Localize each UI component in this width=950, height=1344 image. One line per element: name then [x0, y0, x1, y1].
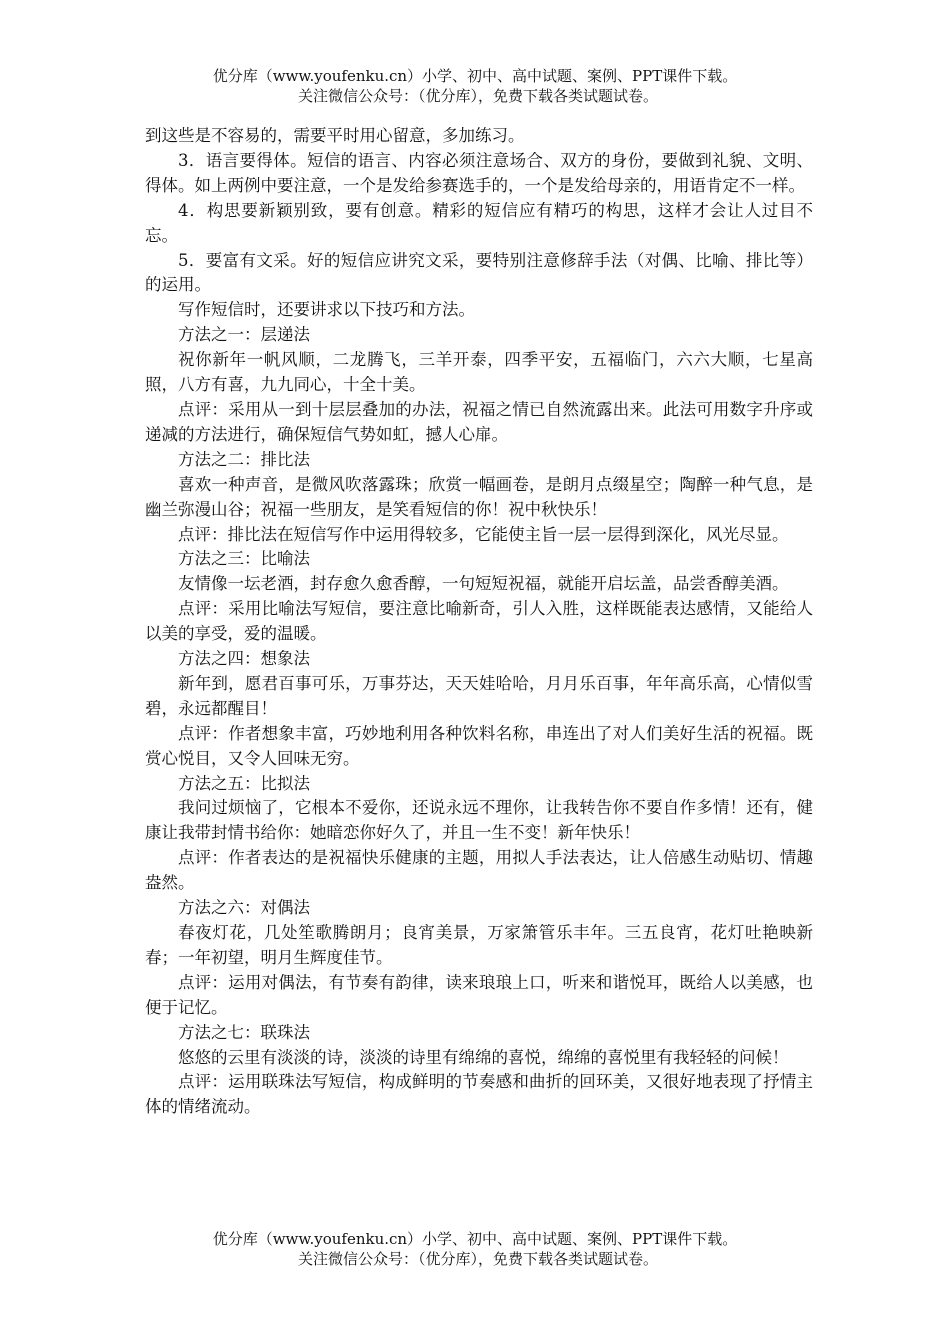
paragraph-point-4: 4．构思要新颖别致，要有创意。精彩的短信应有精巧的构思，这样才会让人过目不忘。 — [145, 200, 813, 245]
method-1-comment: 点评：采用从一到十层层叠加的办法，祝福之情已自然流露出来。此法可用数字升序或递减的方法进行，确保短信气势如虹，撼人心扉。 — [145, 399, 813, 444]
paragraph-continuation: 到这些是不容易的，需要平时用心留意，多加练习。 — [145, 126, 525, 145]
paragraph-intro-methods: 写作短信时，还要讲求以下技巧和方法。 — [178, 300, 475, 320]
method-2-comment: 点评：排比法在短信写作中运用得较多，它能使主旨一层一层得到深化，风光尽显。 — [178, 524, 789, 544]
method-6-example: 春夜灯花，几处笙歌腾朗月；良宵美景，万家箫管乐丰年。三五良宵，花灯吐艳映新春；一年初望，明月生辉度佳节。 — [145, 923, 813, 967]
method-7-heading: 方法之七：联珠法 — [178, 1022, 310, 1042]
method-2-example: 喜欢一种声音，是微风吹落露珠；欣赏一幅画卷，是朗月点缀星空；陶醉一种气息，是幽兰弥漫山谷；祝福一些朋友，是笑看短信的你！祝中秋快乐！ — [145, 474, 813, 519]
header-line-1: 优分库（www.youfenku.cn）小学、初中、高中试题、案例、PPT课件下载。 — [212, 67, 738, 85]
method-1-heading: 方法之一：层递法 — [178, 325, 310, 345]
method-6-heading: 方法之六：对偶法 — [178, 898, 310, 918]
method-3-heading: 方法之三：比喻法 — [178, 549, 310, 569]
header-line-2: 关注微信公众号：（优分库），免费下载各类试题试卷。 — [297, 87, 658, 105]
method-2-heading: 方法之二：排比法 — [178, 449, 310, 469]
method-4-example: 新年到，愿君百事可乐，万事芬达，天天娃哈哈，月月乐百事，年年高乐高，心情似雪碧，永远都醒目！ — [145, 673, 813, 718]
method-5-heading: 方法之五：比拟法 — [178, 773, 310, 793]
method-4-heading: 方法之四：想象法 — [178, 649, 310, 669]
page-header — [0, 66, 950, 106]
method-1-example: 祝你新年一帆风顺，二龙腾飞，三羊开泰，四季平安，五福临门，六六大顺，七星高照，八方有喜，九九同心，十全十美。 — [145, 350, 813, 395]
page-footer — [0, 1229, 950, 1269]
method-3-comment: 点评：采用比喻法写短信，要注意比喻新奇，引人入胜，这样既能表达感情，又能给人以美的享受，爱的温暖。 — [145, 599, 813, 644]
method-7-comment: 点评：运用联珠法写短信，构成鲜明的节奏感和曲折的回环美，又很好地表现了抒情主体的情绪流动。 — [145, 1072, 813, 1117]
method-3-example: 友情像一坛老酒，封存愈久愈香醇，一句短短祝福，就能开启坛盖，品尝香醇美酒。 — [178, 574, 789, 594]
footer-line-2: 关注微信公众号：（优分库），免费下载各类试题试卷。 — [297, 1250, 658, 1268]
document-body — [145, 124, 813, 1120]
paragraph-point-3: 3．语言要得体。短信的语言、内容必须注意场合、双方的身份，要做到礼貌、文明、得体。如上两例中要注意，一个是发给参赛选手的，一个是发给母亲的，用语肯定不一样。 — [145, 150, 813, 195]
paragraph-point-5: 5．要富有文采。好的短信应讲究文采，要特别注意修辞手法（对偶、比喻、排比等）的运用。 — [145, 250, 813, 295]
method-7-example: 悠悠的云里有淡淡的诗，淡淡的诗里有绵绵的喜悦，绵绵的喜悦里有我轻轻的问候！ — [178, 1047, 789, 1067]
footer-line-1: 优分库（www.youfenku.cn）小学、初中、高中试题、案例、PPT课件下载。 — [212, 1230, 738, 1248]
method-5-example: 我问过烦恼了，它根本不爱你，还说永远不理你，让我转告你不要自作多情！还有，健康让我带封情书给你：她暗恋你好久了，并且一生不变！新年快乐！ — [145, 798, 813, 843]
method-4-comment: 点评：作者想象丰富，巧妙地利用各种饮料名称，串连出了对人们美好生活的祝福。既赏心悦目，又令人回味无穷。 — [145, 723, 813, 768]
method-6-comment: 点评：运用对偶法，有节奏有韵律，读来琅琅上口，听来和谐悦耳，既给人以美感，也便于记忆。 — [145, 972, 813, 1017]
method-5-comment: 点评：作者表达的是祝福快乐健康的主题，用拟人手法表达，让人倍感生动贴切、情趣盎然。 — [145, 848, 813, 893]
